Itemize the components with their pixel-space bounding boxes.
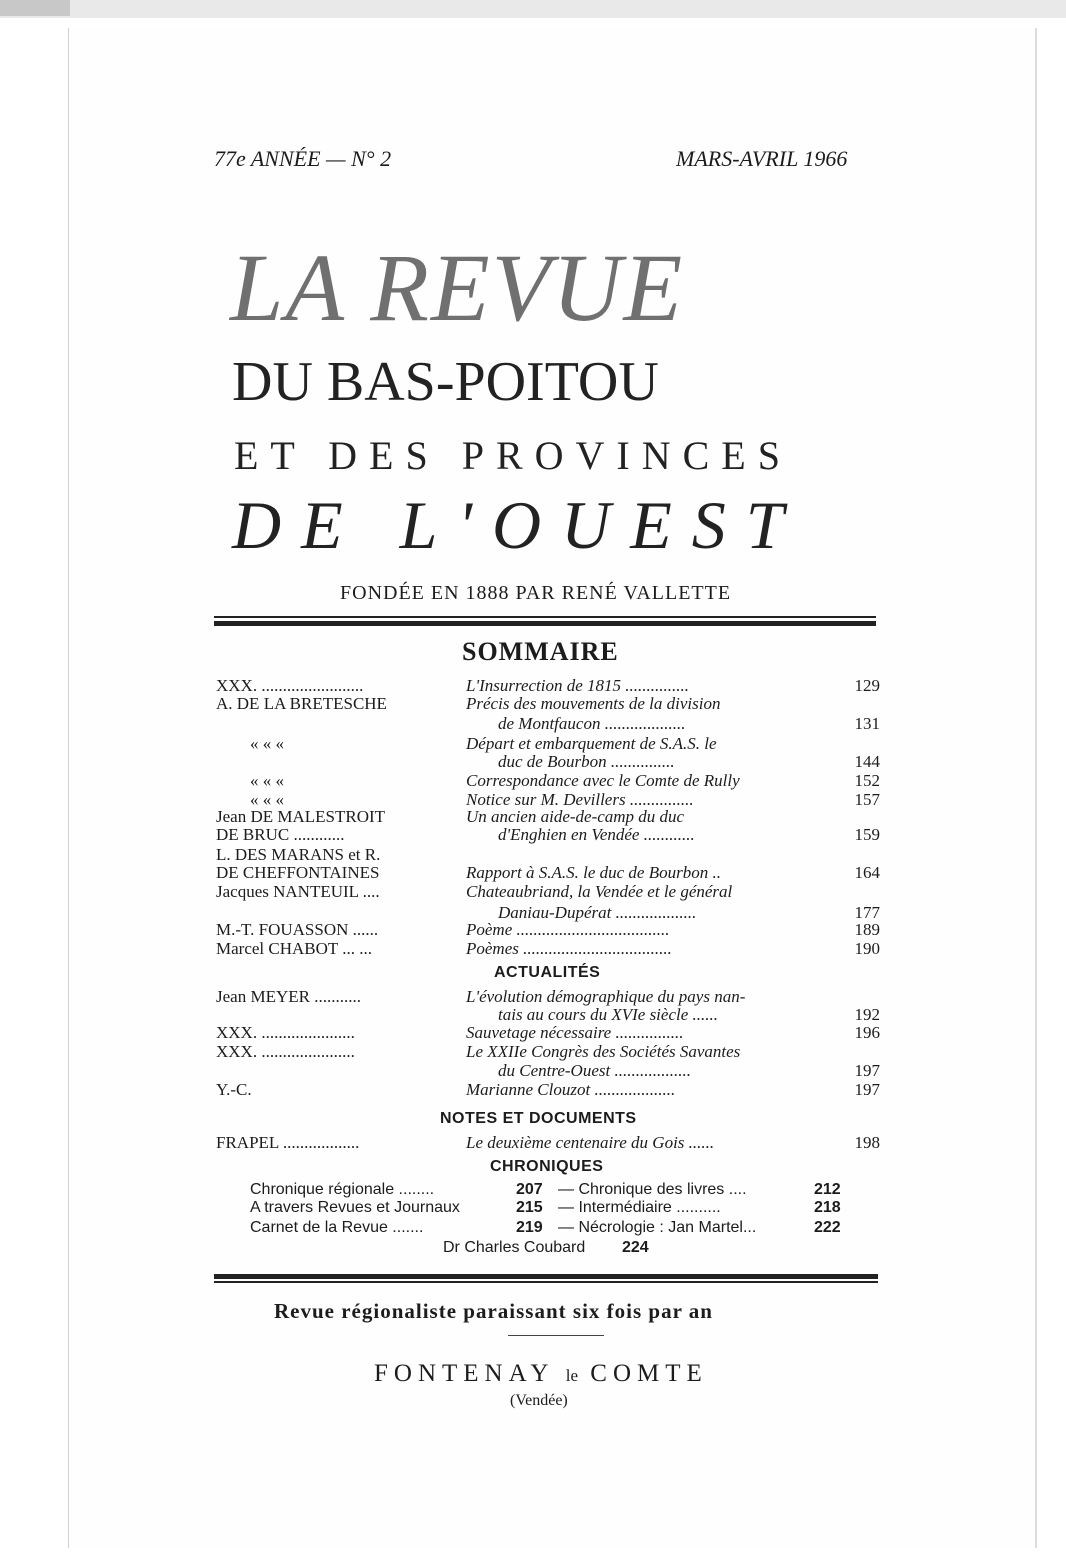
toc-title: Marianne Clouzot ...................	[466, 1080, 676, 1099]
toc-line	[216, 1061, 880, 1081]
issue-date: MARS-AVRIL 1966	[676, 146, 848, 171]
toc-title: Chateaubriand, la Vendée et le général	[466, 882, 733, 901]
toc-author: M.-T. FOUASSON ......	[216, 920, 379, 939]
toc-page: 131	[854, 714, 880, 733]
toc-author: A. DE LA BRETESCHE	[216, 694, 387, 713]
place-part: COMTE	[590, 1360, 708, 1387]
toc-line	[216, 734, 880, 754]
toc-author: « « «	[250, 734, 284, 753]
chron-right: — Intermédiaire ..........	[558, 1199, 721, 1216]
chron-right-page	[814, 1219, 841, 1237]
toc-page: 164	[854, 863, 880, 882]
chron-page: 218	[814, 1199, 841, 1216]
chron-left-page	[516, 1199, 543, 1217]
chron-right: — Nécrologie : Jan Martel...	[558, 1219, 757, 1236]
chron-right: — Chronique des livres ....	[558, 1181, 747, 1198]
toc-title: Le deuxième centenaire du Gois ......	[466, 1133, 715, 1152]
chron-right-page	[814, 1199, 841, 1217]
toc-line	[216, 714, 880, 734]
toc-title: Sauvetage nécessaire ................	[466, 1023, 684, 1042]
toc-title: Correspondance avec le Comte de Rully	[466, 771, 740, 790]
toc-line	[216, 1042, 880, 1062]
toc-page: 192	[854, 1005, 880, 1024]
toc-line	[216, 1080, 880, 1100]
toc-page: 189	[854, 920, 880, 939]
short-divider	[508, 1335, 604, 1336]
toc-page: 157	[854, 790, 880, 809]
chron-left: A travers Revues et Journaux	[250, 1199, 460, 1216]
tagline: Revue régionaliste paraissant six fois par an	[274, 1299, 713, 1323]
founded-line: FONDÉE EN 1888 PAR RENÉ VALLETTE	[340, 582, 732, 604]
toc-page: 144	[854, 752, 880, 771]
toc-title: tais au cours du XVIe siècle ......	[498, 1005, 719, 1024]
toc-title: Le XXIIe Congrès des Sociétés Savantes	[466, 1042, 741, 1061]
masthead-la-revue: LA REVUE	[230, 234, 685, 341]
chron-last: Dr Charles Coubard	[443, 1239, 586, 1256]
toc-line	[216, 920, 880, 940]
toc-author: Marcel CHABOT ... ...	[216, 939, 372, 958]
chron-page: 215	[516, 1199, 543, 1216]
chron-page: 222	[814, 1219, 841, 1236]
toc-title: d'Enghien en Vendée ............	[498, 825, 695, 844]
chron-last-page	[622, 1239, 649, 1257]
chron-page: 224	[622, 1239, 649, 1256]
toc-page: 196	[854, 1023, 880, 1042]
toc-author: Jean MEYER ...........	[216, 987, 361, 1006]
toc-author: Y.-C.	[216, 1080, 252, 1099]
chron-page: 212	[814, 1181, 841, 1198]
toc-page: 129	[854, 676, 880, 695]
rule-top-2	[214, 621, 876, 626]
toc-author: DE BRUC ............	[216, 825, 345, 844]
toc-author: FRAPEL ..................	[216, 1133, 360, 1152]
chron-page: 219	[516, 1219, 543, 1236]
toc-page: 197	[854, 1061, 880, 1080]
toc-line	[216, 694, 880, 714]
toc-page: 177	[854, 903, 880, 922]
rule-bottom-2	[214, 1281, 878, 1283]
toc-line	[216, 1023, 880, 1043]
scan-top-strip	[0, 0, 1066, 18]
toc-line	[216, 863, 880, 883]
chron-left: Chronique régionale ........	[250, 1181, 435, 1198]
toc-line	[216, 676, 880, 696]
toc-title: Un ancien aide-de-camp du duc	[466, 807, 685, 826]
chron-left-page	[516, 1219, 543, 1237]
department: (Vendée)	[510, 1392, 568, 1409]
rule-bottom-1	[214, 1274, 878, 1279]
toc-page: 190	[854, 939, 880, 958]
toc-page: 198	[854, 1133, 880, 1152]
toc-title: Précis des mouvements de la division	[466, 694, 721, 713]
sommaire-heading: SOMMAIRE	[462, 637, 619, 666]
masthead-bas-poitou: DU BAS-POITOU	[232, 351, 659, 413]
chron-left-page	[516, 1181, 543, 1199]
toc-author: « « «	[250, 790, 284, 809]
chron-page: 207	[516, 1181, 543, 1198]
place-le: le	[565, 1366, 579, 1385]
toc-author: L. DES MARANS et R.	[216, 845, 381, 864]
masthead-provinces: ET DES PROVINCES	[234, 433, 792, 478]
toc-page: 159	[854, 825, 880, 844]
actualites-heading: ACTUALITÉS	[494, 964, 601, 981]
toc-title: du Centre-Ouest ..................	[498, 1061, 691, 1080]
toc-line	[216, 752, 880, 772]
toc-line	[216, 987, 880, 1007]
toc-line	[216, 1005, 880, 1025]
toc-title: Rapport à S.A.S. le duc de Bourbon ..	[466, 863, 721, 882]
toc-author: DE CHEFFONTAINES	[216, 863, 380, 882]
toc-line	[216, 1133, 880, 1153]
issue-number: 77e ANNÉE — N° 2	[214, 146, 392, 171]
chroniques-heading: CHRONIQUES	[490, 1158, 604, 1175]
publication-place	[374, 1360, 708, 1388]
toc-title: de Montfaucon ...................	[498, 714, 686, 733]
toc-line	[216, 882, 880, 902]
toc-title: Poème ....................................	[466, 920, 670, 939]
place-part: FONTENAY	[374, 1360, 554, 1387]
chron-right-page	[814, 1181, 841, 1199]
toc-author: « « «	[250, 771, 284, 790]
toc-title: Poèmes ...................................	[466, 939, 672, 958]
toc-line	[216, 807, 880, 827]
toc-line	[216, 771, 880, 791]
toc-title: duc de Bourbon ...............	[498, 752, 675, 771]
notes-heading: NOTES ET DOCUMENTS	[440, 1110, 637, 1127]
toc-page: 197	[854, 1080, 880, 1099]
toc-title: L'évolution démographique du pays nan-	[466, 987, 746, 1006]
toc-page: 152	[854, 771, 880, 790]
masthead-ouest: DE L'OUEST	[232, 487, 804, 563]
toc-line	[216, 939, 880, 959]
toc-line	[216, 845, 880, 865]
toc-title: Daniau-Dupérat ...................	[498, 903, 697, 922]
toc-author: Jean DE MALESTROIT	[216, 807, 386, 826]
toc-title: Notice sur M. Devillers ...............	[466, 790, 694, 809]
toc-title: Départ et embarquement de S.A.S. le	[466, 734, 717, 753]
toc-author: XXX. ........................	[216, 676, 364, 695]
rule-top-1	[214, 616, 876, 618]
toc-author: Jacques NANTEUIL ....	[216, 882, 380, 901]
toc-author: XXX. ......................	[216, 1042, 355, 1061]
toc-line	[216, 825, 880, 845]
toc-author: XXX. ......................	[216, 1023, 355, 1042]
chron-left: Carnet de la Revue .......	[250, 1219, 424, 1236]
toc-title: L'Insurrection de 1815 ...............	[466, 676, 690, 695]
scan-corner	[0, 0, 70, 16]
